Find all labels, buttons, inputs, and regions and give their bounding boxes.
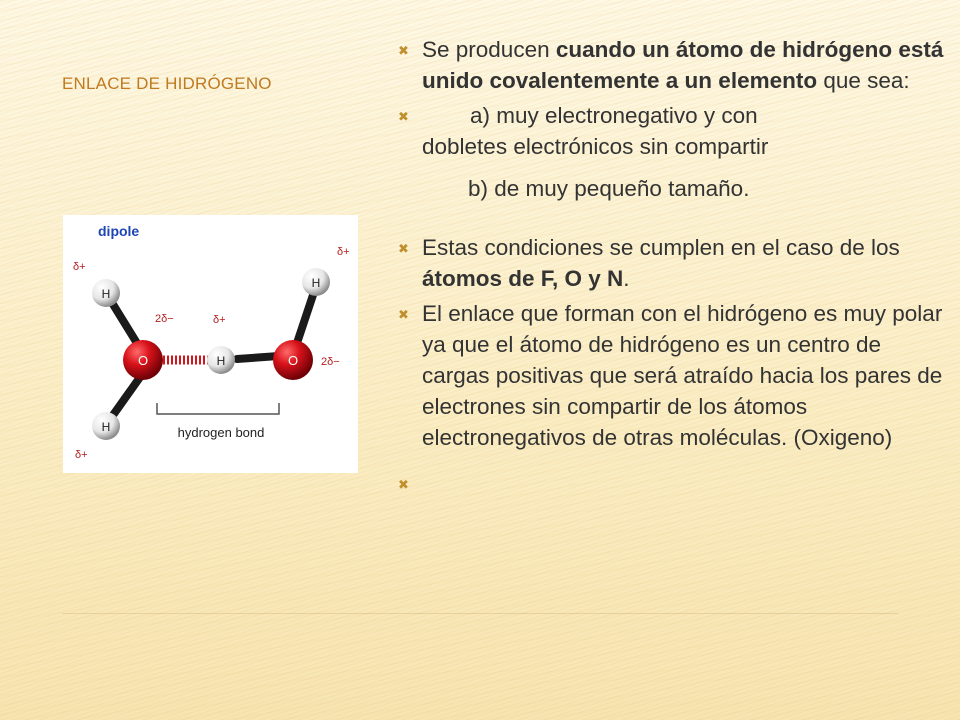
bullet-item-empty bbox=[384, 468, 944, 499]
hydrogen-atom-label: H bbox=[101, 287, 111, 301]
hydrogen-bond-bracket bbox=[157, 403, 279, 414]
dipole-label: dipole bbox=[98, 223, 140, 239]
footer-divider bbox=[62, 613, 898, 614]
hydrogen-atom-label: H bbox=[311, 276, 321, 290]
x-mark-icon: ✖ bbox=[398, 241, 409, 256]
hydrogen-atom-label: H bbox=[101, 420, 111, 434]
bullet-item: ✖ El enlace que forman con el hidrógeno es muy polar ya que el átomo de hidrógeno es un centro de cargas positivas que será atraído hacia los pares de electrones sin compartir de los átomos electronegativos de otras moléculas. (Oxigeno) bbox=[398, 301, 943, 450]
x-mark-icon: ✖ bbox=[398, 43, 409, 58]
oxygen-atom-label: O bbox=[287, 353, 299, 368]
bullet-list bbox=[384, 34, 944, 499]
slide-title: ENLACE DE HIDRÓGENO bbox=[62, 74, 272, 93]
bullet-item: ✖ Se producen cuando un átomo de hidrógeno está unido covalentemente a un elemento que sea: bbox=[398, 37, 944, 93]
bullet-item: ✖ Estas condiciones se cumplen en el caso de los átomos de F, O y N. bbox=[398, 235, 900, 291]
hydrogen-bond-label: hydrogen bond bbox=[177, 425, 265, 440]
bullet-item: ✖ a) muy electronegativo y con dobletes electrónicos sin compartir bbox=[398, 103, 769, 159]
partial-charge-label: 2δ− bbox=[321, 356, 340, 368]
hydrogen-atom-label: H bbox=[216, 354, 226, 368]
x-mark-icon: ✖ bbox=[398, 477, 409, 492]
partial-charge-label: 2δ− bbox=[155, 313, 174, 325]
partial-charge-label: δ+ bbox=[75, 449, 88, 461]
oxygen-atom-label: O bbox=[137, 353, 149, 368]
hydrogen-bond-diagram bbox=[63, 215, 358, 473]
x-mark-icon: ✖ bbox=[398, 307, 409, 322]
partial-charge-label: δ+ bbox=[213, 314, 226, 326]
sub-item: b) de muy pequeño tamaño. bbox=[468, 176, 750, 201]
x-mark-icon: ✖ bbox=[398, 109, 409, 124]
partial-charge-label: δ+ bbox=[73, 261, 86, 273]
partial-charge-label: δ+ bbox=[337, 246, 350, 258]
